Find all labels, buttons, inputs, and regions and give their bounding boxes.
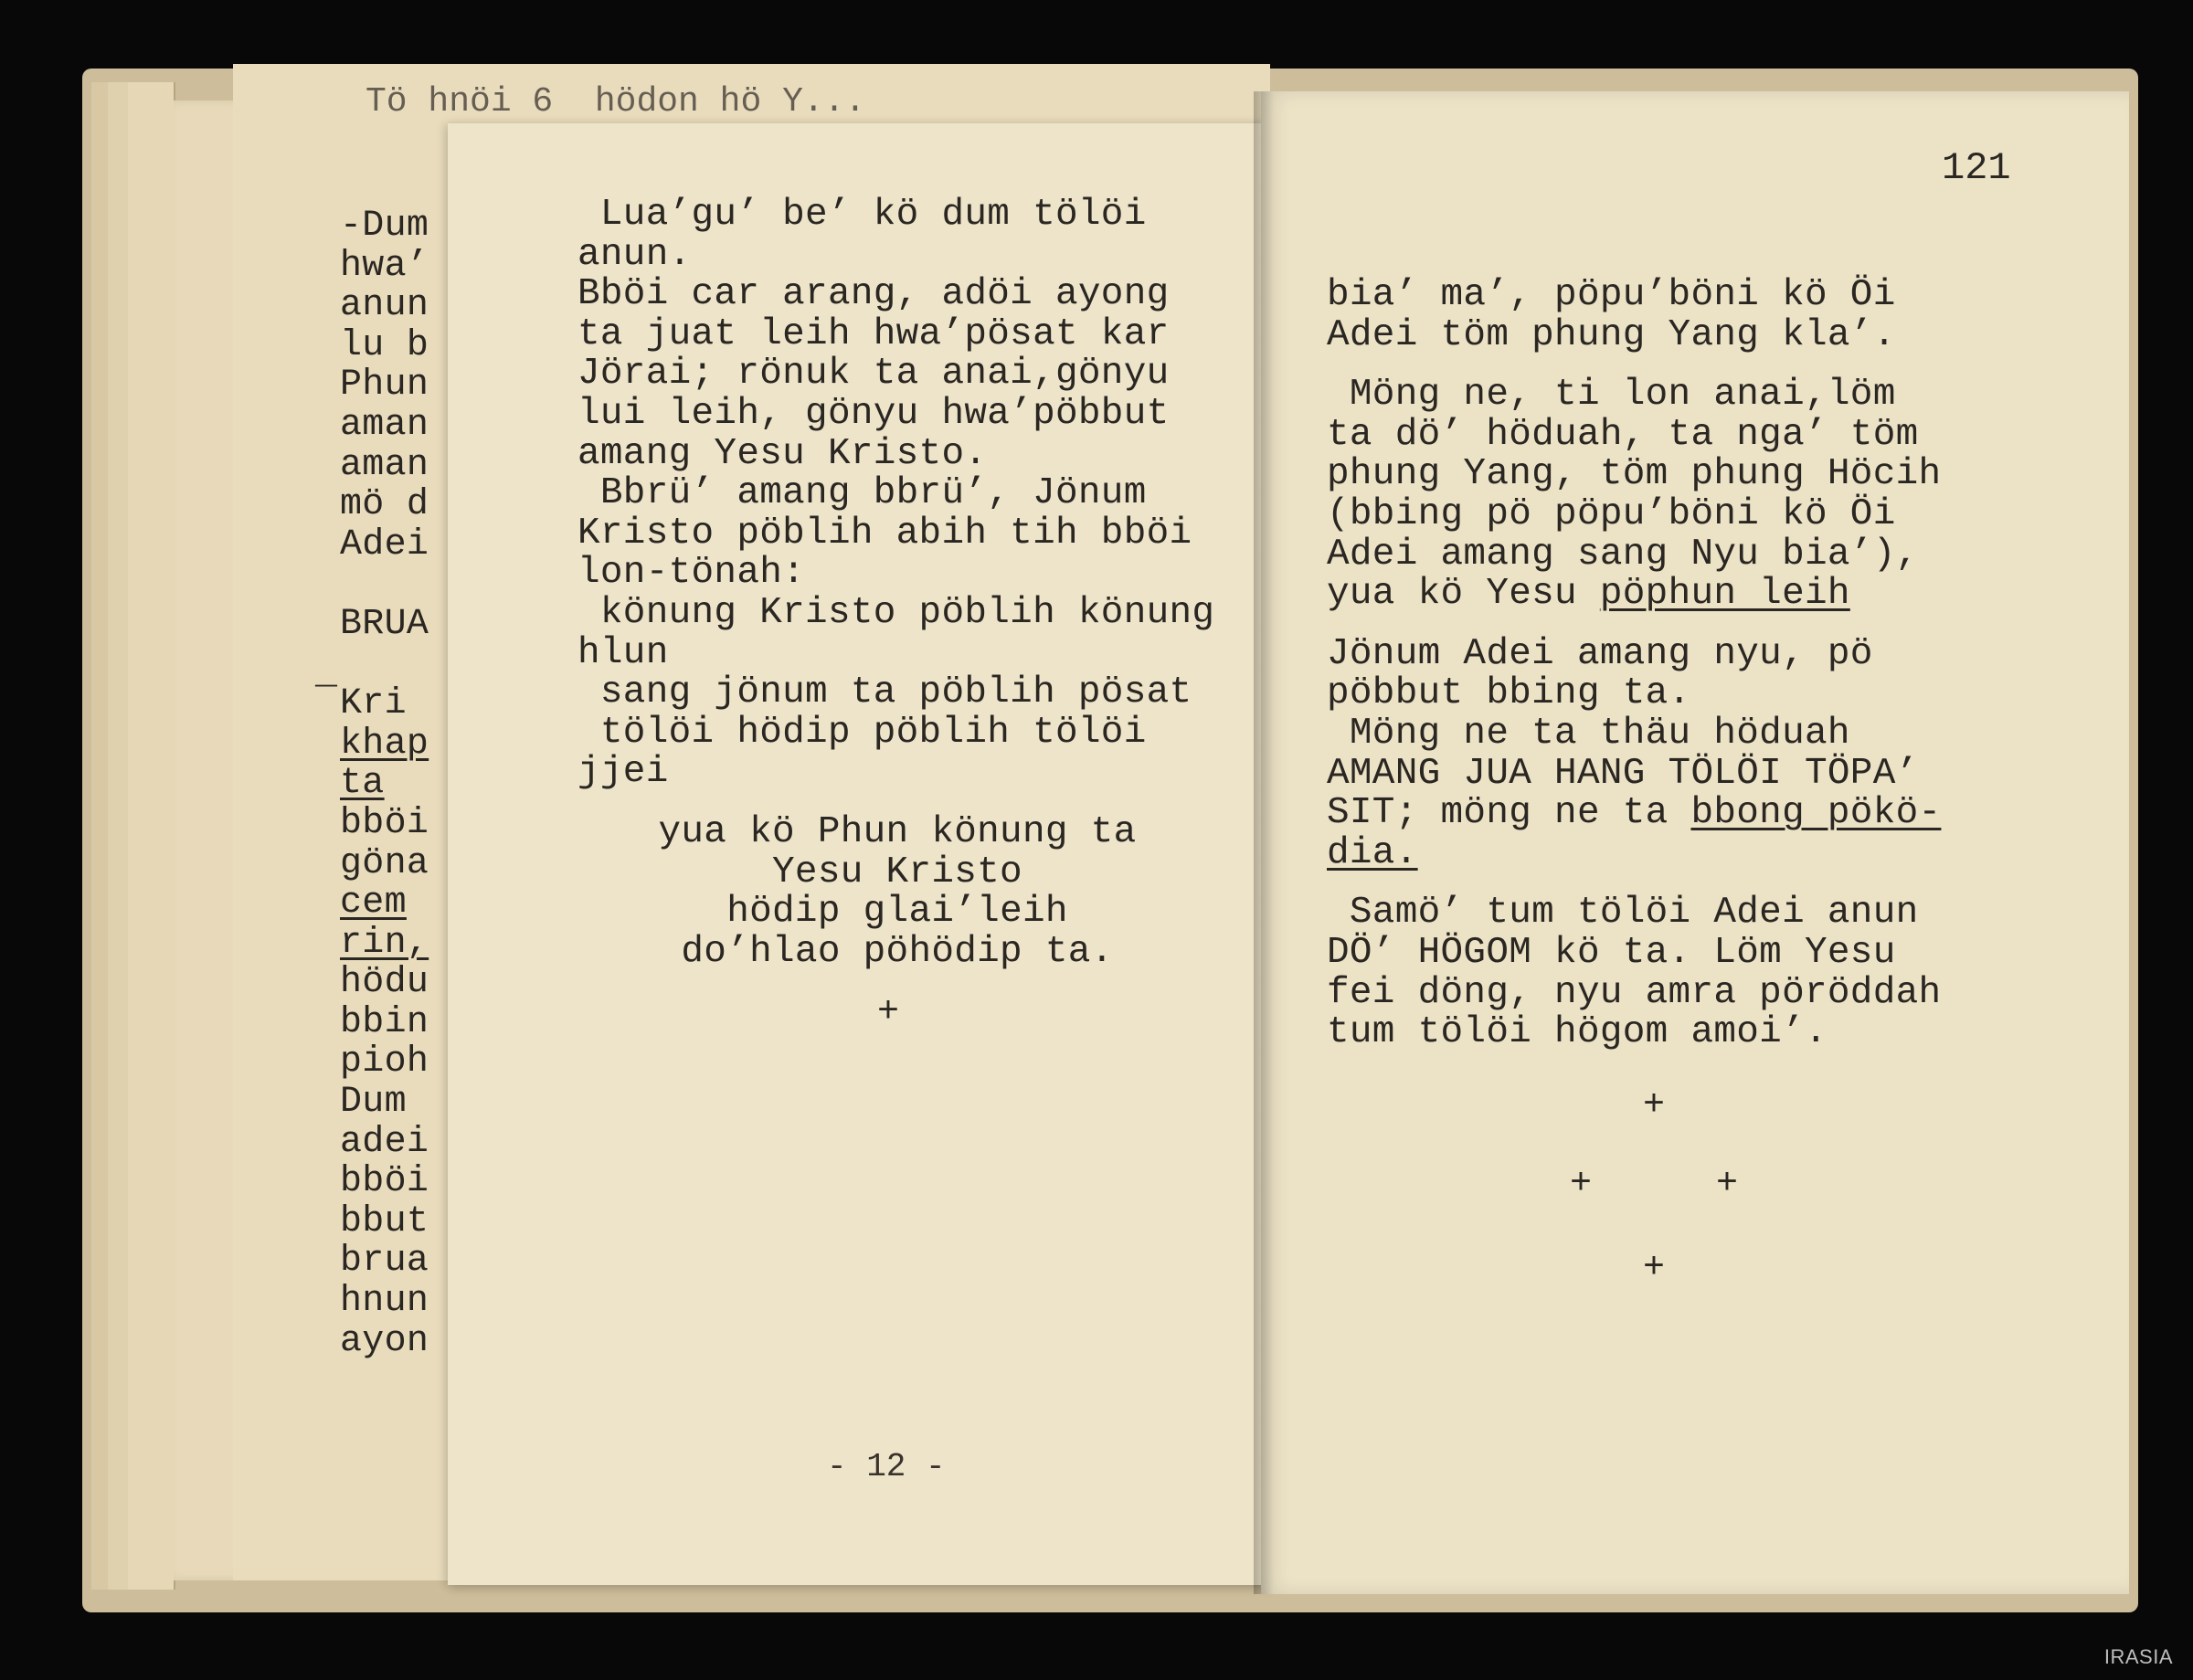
cross-mark: +	[1643, 1085, 1666, 1126]
text-line: AMANG JUA HANG TÖLÖI TÖPA’	[1327, 752, 1919, 795]
text-line: hödu	[340, 962, 429, 1004]
text-line: anun.	[577, 233, 692, 276]
text-line: Dum	[340, 1082, 407, 1124]
text-line: rin,	[340, 922, 429, 964]
text-line: (bbing pö pöpu’böni kö Öi	[1327, 492, 1896, 535]
text-line: anun	[340, 285, 429, 327]
text-line: lon-tönah:	[577, 552, 806, 595]
watermark: IRASIA	[2103, 1645, 2173, 1668]
text-line: fei döng, nyu amra pöröddah	[1327, 971, 1942, 1014]
text-line: göna	[340, 842, 429, 884]
cross-mark: +	[1643, 1248, 1666, 1289]
text-line: mö d	[340, 484, 429, 526]
inserted-sheet-text	[577, 195, 1217, 1033]
text-line: DÖ’ HÖGOM kö ta. Löm Yesu	[1327, 931, 1896, 974]
text-line: Jörai; rönuk ta anai,gönyu	[577, 353, 1170, 396]
page-edges	[91, 82, 174, 1590]
back-sheet-header: Tö hnöi 6 hödon hö Y...	[366, 82, 866, 122]
text-line: hwa’	[340, 245, 429, 287]
text-line: Adei töm phung Yang kla’.	[1327, 313, 1896, 356]
text-line: ayon	[340, 1320, 429, 1362]
text-line: Adei	[340, 523, 429, 565]
cross-mark: +	[1716, 1164, 1739, 1205]
text-line: bböi	[340, 802, 429, 844]
text-line: khap	[340, 723, 429, 765]
underlying-page-text	[340, 206, 429, 1361]
page-number: 121	[1942, 146, 2011, 190]
text-line: Kristo pöblih abih tih bböi	[577, 512, 1192, 555]
text-line: pioh	[340, 1041, 429, 1083]
text-line: Möng ne, ti lon anai,löm	[1327, 374, 1896, 417]
text-line: brua	[340, 1241, 429, 1283]
text-line: tölöi hödip pöblih tölöi	[577, 711, 1147, 754]
text-line: Bbrü’ amang bbrü’, Jönum	[577, 472, 1147, 515]
text-line: bbut	[340, 1200, 429, 1242]
text-line: aman	[340, 444, 429, 486]
text-line: hlun	[577, 631, 669, 674]
text-line: tum tölöi högom amoi’.	[1327, 1011, 1828, 1054]
text-line: Samö’ tum tölöi Adei anun	[1327, 892, 1919, 935]
text-line: ta dö’ höduah, ta nga’ töm	[1327, 413, 1919, 456]
text-line: Möng ne ta thäu höduah	[1327, 712, 1850, 755]
text-line	[340, 565, 429, 605]
text-line: lu b	[340, 324, 429, 366]
dash-mark: _	[315, 653, 338, 694]
text-line: Jönum Adei amang nyu, pö	[1327, 632, 1873, 675]
text-line: amang Yesu Kristo.	[577, 432, 988, 475]
text-line: bböi	[340, 1161, 429, 1203]
text-line: dia.	[1327, 831, 1418, 874]
text-line: ta juat leih hwa’pösat kar	[577, 312, 1170, 355]
text-line: hnun	[340, 1281, 429, 1323]
text-line: -Dum	[340, 206, 429, 247]
text-line: SIT; möng ne ta bbong pökö-	[1327, 792, 1942, 835]
text-line: pöbbut bbing ta.	[1327, 672, 1691, 715]
text-line: yua kö Yesu pöphun leih	[1327, 573, 1850, 616]
text-line: jjei	[577, 751, 669, 794]
text-line	[340, 645, 429, 685]
text-line: Phun	[340, 365, 429, 407]
text-line: cem	[340, 882, 407, 925]
right-page-text	[1327, 276, 1941, 1053]
text-line: Kri	[340, 683, 407, 725]
text-line: phung Yang, töm phung Höcih	[1327, 453, 1942, 496]
text-line: hödip glai’leih	[726, 891, 1068, 934]
text-line: Yesu Kristo	[772, 851, 1022, 893]
text-line: Adei amang sang Nyu bia’),	[1327, 533, 1919, 576]
text-line: do’hlao pöhödip ta.	[681, 930, 1114, 973]
sheet-page-number: - 12 -	[827, 1448, 946, 1485]
text-line: könung Kristo pöblih könung	[577, 591, 1215, 634]
spine-shadow	[1254, 91, 1274, 1594]
text-line: bia’ ma’, pöpu’böni kö Öi	[1327, 274, 1896, 316]
text-line: lui leih, gönyu hwa’pöbbut	[577, 392, 1170, 435]
text-line: BRUA	[340, 603, 429, 645]
text-line: bbin	[340, 1001, 429, 1043]
text-line: sang jönum ta pöblih pösat	[577, 671, 1192, 714]
text-line: yua kö Phun könung ta	[658, 810, 1137, 853]
text-line: ta	[340, 763, 385, 805]
text-line: aman	[340, 404, 429, 446]
text-line: Lua’gu’ be’ kö dum tölöi	[577, 194, 1147, 236]
cross-mark: +	[876, 992, 899, 1034]
text-line: Bböi car arang, adöi ayong	[577, 273, 1170, 316]
cross-mark: +	[1570, 1164, 1593, 1205]
text-line: adei	[340, 1121, 429, 1163]
